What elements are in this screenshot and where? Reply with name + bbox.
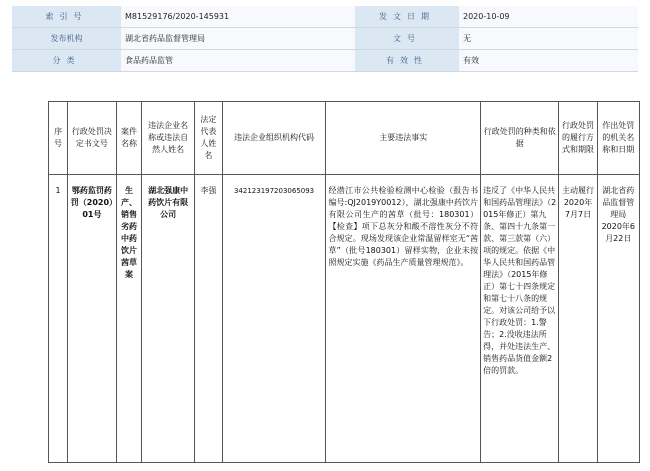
cell-seq: 1 bbox=[49, 175, 68, 463]
header-org-code: 违法企业组织机构代码 bbox=[222, 102, 326, 175]
metadata-row-category bbox=[12, 50, 638, 72]
issuer-label: 发布机构 bbox=[12, 28, 121, 50]
cell-facts: 经潜江市公共检验检测中心检验（报告书编号:QJ2019Y0012），湖北强康中药饮片有限公司生产的茜草（批号：180301）【检查】项下总灰分和酸不溶性灰分不符合规定。现场发现该企业常温留样室无“茜草”（批号180301）留样实物，企业未按照规定实施《药品生产质量管理规范》。 bbox=[326, 175, 481, 463]
category-value: 食品药品监管 bbox=[121, 50, 355, 72]
docno-label: 文号 bbox=[355, 28, 459, 50]
cell-penalty: 违反了《中华人民共和国药品管理法》（2015年修正）第九条、第四十九条第一款、第三款第（六）项的规定。依据《中华人民共和国药品管理法》（2015年修正）第七十四条规定和第七十八条的规定。对该公司给予以下行政处罚：1.警告；2.没收违法所得，并处违法生产、销售药品货值金额2倍的罚款。 bbox=[481, 175, 559, 463]
document-metadata bbox=[12, 6, 638, 72]
table-row bbox=[49, 175, 640, 463]
validity-label: 有效性 bbox=[355, 50, 459, 72]
header-case-name: 案件名称 bbox=[116, 102, 141, 175]
cell-legal-rep: 李强 bbox=[195, 175, 223, 463]
header-execution: 行政处罚的履行方式和期限 bbox=[559, 102, 597, 175]
cell-decision-no: 鄂药监罚药罚（2020）01号 bbox=[68, 175, 117, 463]
validity-value: 有效 bbox=[459, 50, 638, 72]
cell-company: 湖北强康中药饮片有限公司 bbox=[142, 175, 195, 463]
index-label: 索引号 bbox=[12, 6, 121, 28]
header-company: 违法企业名称或违法自然人姓名 bbox=[142, 102, 195, 175]
header-facts: 主要违法事实 bbox=[326, 102, 481, 175]
header-legal-rep: 法定代表人姓名 bbox=[195, 102, 223, 175]
date-label: 发文日期 bbox=[355, 6, 459, 28]
cell-authority: 湖北省药品监督管理局 2020年6月22日 bbox=[597, 175, 639, 463]
table-header-row bbox=[49, 102, 640, 175]
cell-execution: 主动履行 2020年7月7日 bbox=[559, 175, 597, 463]
category-label: 分类 bbox=[12, 50, 121, 72]
penalty-table bbox=[48, 101, 640, 463]
header-penalty: 行政处罚的种类和依据 bbox=[481, 102, 559, 175]
metadata-row-index bbox=[12, 6, 638, 28]
header-authority: 作出处罚的机关名称和日期 bbox=[597, 102, 639, 175]
issuer-value: 湖北省药品监督管理局 bbox=[121, 28, 355, 50]
docno-value: 无 bbox=[459, 28, 638, 50]
metadata-row-issuer bbox=[12, 28, 638, 50]
header-seq: 序号 bbox=[49, 102, 68, 175]
cell-org-code: 342123197203065093 bbox=[222, 175, 326, 463]
date-value: 2020-10-09 bbox=[459, 6, 638, 28]
cell-case-name: 生产、销售劣药中药饮片茜草案 bbox=[116, 175, 141, 463]
header-decision-no: 行政处罚决定书文号 bbox=[68, 102, 117, 175]
index-value: M81529176/2020-145931 bbox=[121, 6, 355, 28]
